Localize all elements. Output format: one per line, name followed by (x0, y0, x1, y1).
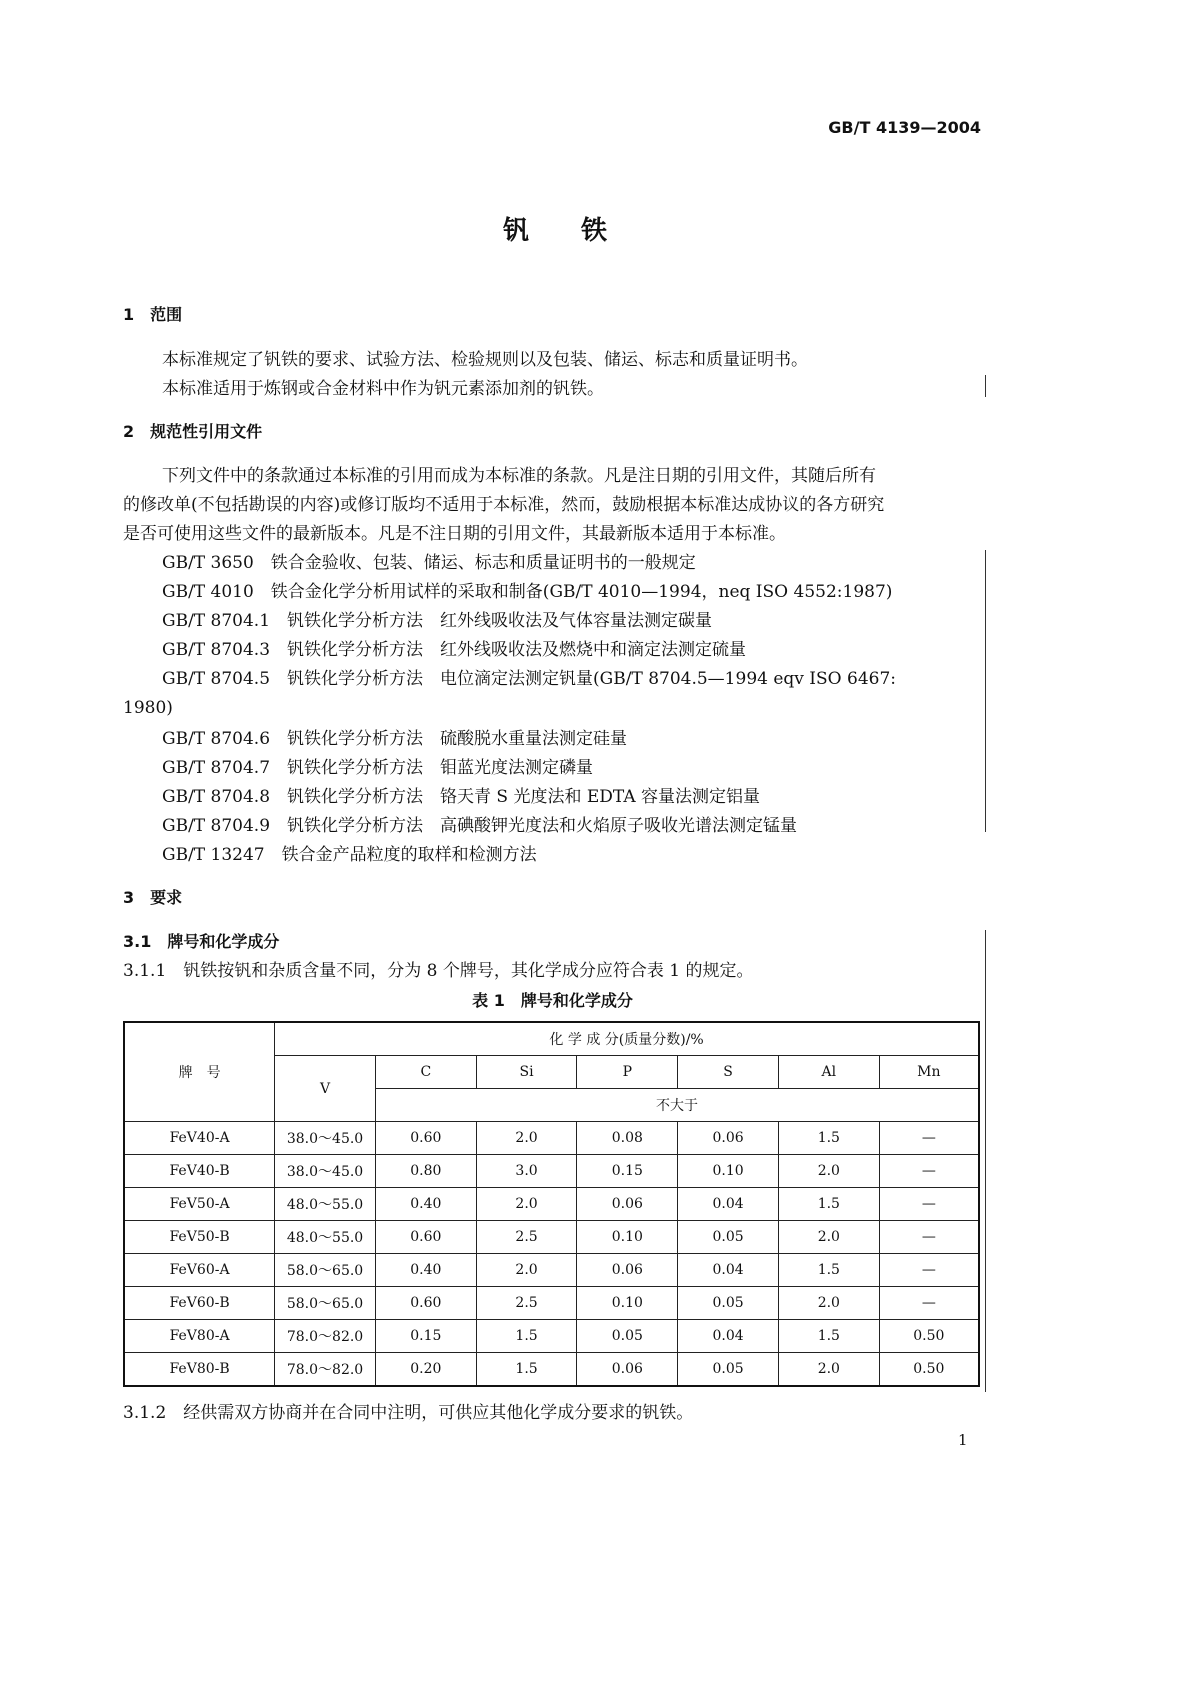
value-cell: — (879, 1188, 979, 1221)
value-cell: 2.0 (476, 1122, 577, 1155)
value-cell: 2.0 (778, 1287, 879, 1320)
value-cell: — (879, 1155, 979, 1188)
subsection-heading: 3.1 牌号和化学成分 (123, 932, 280, 951)
value-cell: 0.06 (577, 1188, 678, 1221)
value-cell: 1.5 (778, 1188, 879, 1221)
value-cell: 0.05 (678, 1287, 779, 1320)
value-cell: 2.0 (778, 1155, 879, 1188)
table-row (124, 1155, 979, 1188)
composition-header: 化 学 成 分(质量分数)/% (275, 1022, 979, 1056)
grade-header: 牌 号 (124, 1022, 275, 1122)
grade-cell: FeV50-B (124, 1221, 275, 1254)
value-cell: 2.5 (476, 1287, 577, 1320)
paragraph: 的修改单(不包括勘误的内容)或修订版均不适用于本标准，然而，鼓励根据本标准达成协议的各方研究 (123, 495, 885, 515)
column-header: Mn (879, 1056, 979, 1089)
value-cell: — (879, 1122, 979, 1155)
value-cell: 0.05 (577, 1320, 678, 1353)
value-cell: 0.04 (678, 1254, 779, 1287)
section-3-heading: 3 要求 (123, 888, 183, 907)
value-cell: 0.10 (577, 1287, 678, 1320)
value-cell: 78.0～82.0 (275, 1353, 376, 1387)
grade-cell: FeV40-A (124, 1122, 275, 1155)
value-cell: 58.0～65.0 (275, 1254, 376, 1287)
table-row (124, 1122, 979, 1155)
value-cell: 0.04 (678, 1188, 779, 1221)
value-cell: 0.06 (577, 1353, 678, 1387)
column-header: Si (476, 1056, 577, 1089)
limit-note: 不大于 (375, 1089, 979, 1122)
clause-3-1-1: 3.1.1 钒铁按钒和杂质含量不同，分为 8 个牌号，其化学成分应符合表 1 的规定。 (123, 961, 754, 981)
value-cell: 0.04 (678, 1320, 779, 1353)
value-cell: 0.60 (375, 1221, 476, 1254)
value-cell: 0.05 (678, 1353, 779, 1387)
value-cell: 38.0～45.0 (275, 1155, 376, 1188)
grade-cell: FeV40-B (124, 1155, 275, 1188)
table-row (124, 1188, 979, 1221)
value-cell: 1.5 (778, 1254, 879, 1287)
value-cell: 0.06 (678, 1122, 779, 1155)
change-bar (985, 375, 986, 397)
value-cell: 1.5 (476, 1353, 577, 1387)
value-cell: 0.05 (678, 1221, 779, 1254)
grade-cell: FeV80-B (124, 1353, 275, 1387)
document-title: 钒 铁 (502, 216, 607, 246)
grade-cell: FeV60-B (124, 1287, 275, 1320)
v-header: V (275, 1056, 376, 1122)
value-cell: 58.0～65.0 (275, 1287, 376, 1320)
table-row (124, 1320, 979, 1353)
value-cell: 0.20 (375, 1353, 476, 1387)
clause-3-1-2: 3.1.2 经供需双方协商并在合同中注明，可供应其他化学成分要求的钒铁。 (123, 1403, 694, 1423)
value-cell: 0.50 (879, 1320, 979, 1353)
change-bar (985, 550, 986, 832)
normative-reference: GB/T 4010 铁合金化学分析用试样的采取和制备(GB/T 4010—1994，neq ISO 4552:1987) (162, 582, 893, 602)
column-header: P (577, 1056, 678, 1089)
value-cell: 48.0～55.0 (275, 1221, 376, 1254)
value-cell: 2.0 (778, 1353, 879, 1387)
normative-reference: GB/T 8704.6 钒铁化学分析方法 硫酸脱水重量法测定硅量 (162, 729, 628, 749)
value-cell: 0.60 (375, 1122, 476, 1155)
value-cell: 48.0～55.0 (275, 1188, 376, 1221)
column-header: Al (778, 1056, 879, 1089)
standard-number: GB/T 4139—2004 (828, 118, 981, 137)
grade-cell: FeV60-A (124, 1254, 275, 1287)
value-cell: 2.0 (476, 1188, 577, 1221)
value-cell: 38.0～45.0 (275, 1122, 376, 1155)
normative-reference: GB/T 3650 铁合金验收、包装、储运、标志和质量证明书的一般规定 (162, 553, 696, 573)
grade-cell: FeV50-A (124, 1188, 275, 1221)
normative-reference: GB/T 8704.7 钒铁化学分析方法 钼蓝光度法测定磷量 (162, 758, 594, 778)
normative-reference: GB/T 8704.9 钒铁化学分析方法 高碘酸钾光度法和火焰原子吸收光谱法测定锰量 (162, 816, 798, 836)
section-2-heading: 2 规范性引用文件 (123, 422, 263, 441)
section-1-heading: 1 范围 (123, 305, 183, 324)
table-row (124, 1254, 979, 1287)
value-cell: 2.5 (476, 1221, 577, 1254)
table-caption: 表 1 牌号和化学成分 (472, 991, 633, 1010)
value-cell: 0.08 (577, 1122, 678, 1155)
normative-reference: GB/T 8704.8 钒铁化学分析方法 铬天青 S 光度法和 EDTA 容量法测定铝量 (162, 787, 761, 807)
normative-reference: GB/T 8704.3 钒铁化学分析方法 红外线吸收法及燃烧中和滴定法测定硫量 (162, 640, 747, 660)
column-header: C (375, 1056, 476, 1089)
paragraph: 本标准规定了钒铁的要求、试验方法、检验规则以及包装、储运、标志和质量证明书。 (162, 350, 808, 370)
value-cell: 2.0 (476, 1254, 577, 1287)
paragraph: 是否可使用这些文件的最新版本。凡是不注日期的引用文件，其最新版本适用于本标准。 (123, 524, 786, 544)
value-cell: 0.60 (375, 1287, 476, 1320)
grade-cell: FeV80-A (124, 1320, 275, 1353)
column-header: S (678, 1056, 779, 1089)
paragraph: 本标准适用于炼钢或合金材料中作为钒元素添加剂的钒铁。 (162, 379, 604, 399)
value-cell: 1.5 (778, 1320, 879, 1353)
value-cell: 0.40 (375, 1188, 476, 1221)
value-cell: 78.0～82.0 (275, 1320, 376, 1353)
value-cell: 1.5 (778, 1122, 879, 1155)
value-cell: 0.80 (375, 1155, 476, 1188)
value-cell: 0.15 (375, 1320, 476, 1353)
normative-reference: GB/T 8704.5 钒铁化学分析方法 电位滴定法测定钒量(GB/T 8704.5—1994 eqv ISO 6467: (162, 669, 896, 689)
value-cell: 0.10 (577, 1221, 678, 1254)
value-cell: — (879, 1221, 979, 1254)
value-cell: 3.0 (476, 1155, 577, 1188)
table-row (124, 1221, 979, 1254)
value-cell: 0.10 (678, 1155, 779, 1188)
value-cell: 1.5 (476, 1320, 577, 1353)
value-cell: 2.0 (778, 1221, 879, 1254)
normative-reference: GB/T 13247 铁合金产品粒度的取样和检测方法 (162, 845, 537, 865)
normative-reference: 1980) (123, 698, 173, 718)
table-row (124, 1353, 979, 1387)
value-cell: 0.40 (375, 1254, 476, 1287)
paragraph: 下列文件中的条款通过本标准的引用而成为本标准的条款。凡是注日期的引用文件，其随后所有 (162, 466, 876, 486)
value-cell: 0.15 (577, 1155, 678, 1188)
value-cell: 0.06 (577, 1254, 678, 1287)
composition-table (123, 1021, 980, 1387)
table-row (124, 1287, 979, 1320)
change-bar (985, 930, 986, 1392)
value-cell: 0.50 (879, 1353, 979, 1387)
normative-reference: GB/T 8704.1 钒铁化学分析方法 红外线吸收法及气体容量法测定碳量 (162, 611, 713, 631)
page-number: 1 (958, 1431, 968, 1449)
value-cell: — (879, 1287, 979, 1320)
value-cell: — (879, 1254, 979, 1287)
